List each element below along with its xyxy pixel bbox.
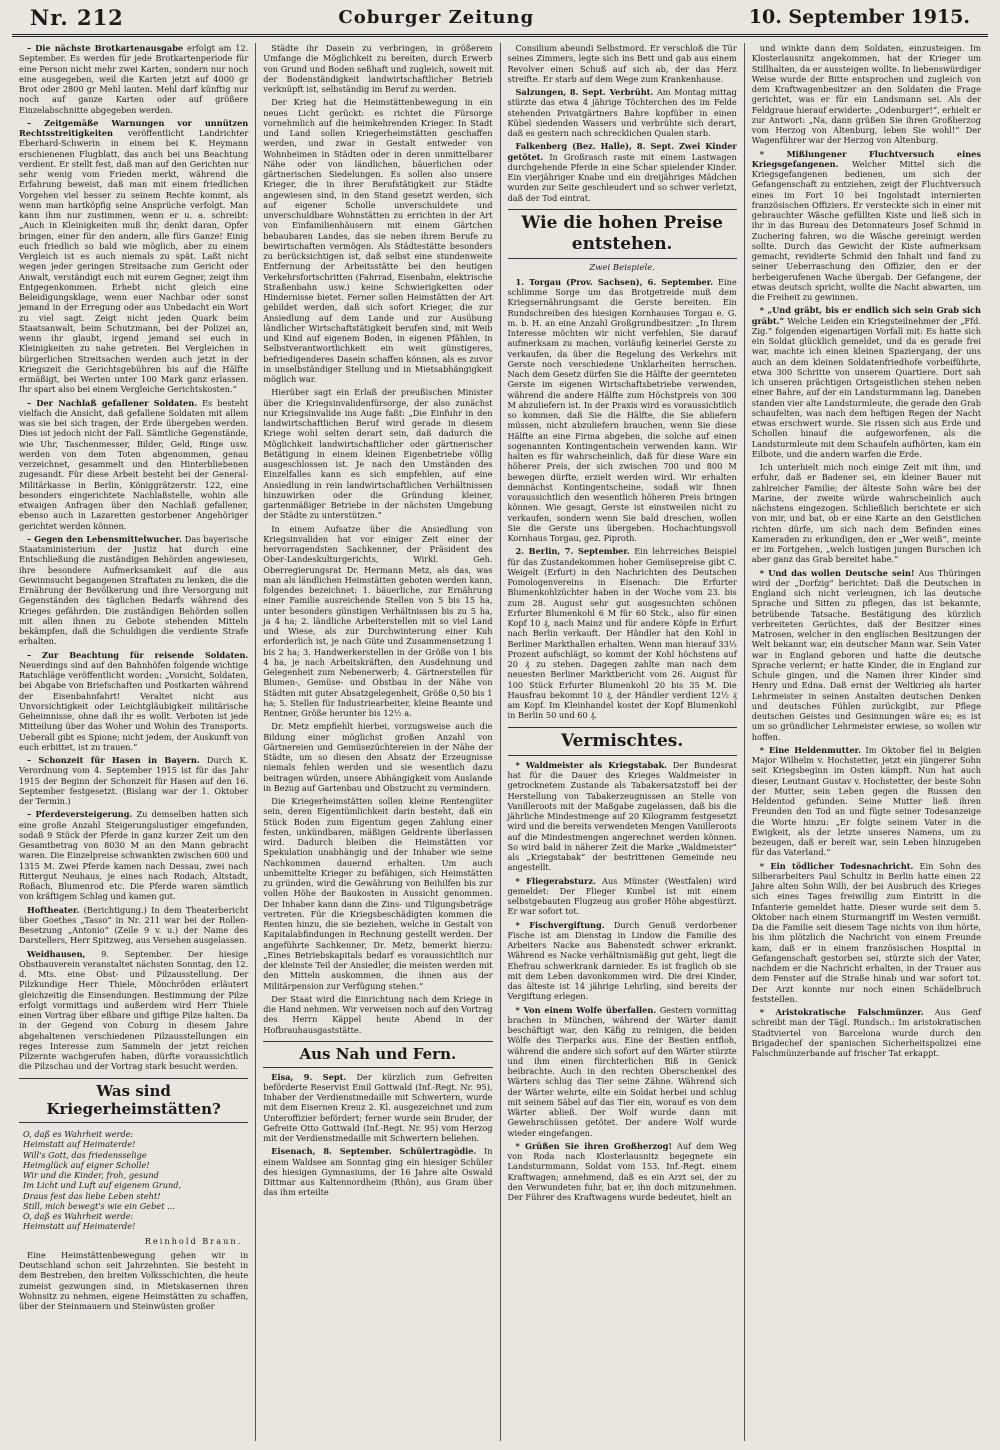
article-headline: * Waldmeister als Kriegstabak.: [515, 759, 667, 770]
section-heading-vermischtes: Vermischtes.: [508, 727, 737, 756]
article-headline: 1. Torgau (Prov. Sachsen), 6. September.: [515, 276, 714, 287]
article-paragraph: [19, 809, 248, 901]
article-headline: * Fischvergiftung.: [515, 919, 605, 930]
article-paragraph: [508, 876, 737, 917]
article-text: Ich unterhielt mich noch einige Zeit mit ihm, und erfuhr, daß er Badener sei, ein kleiner Bauer mit zahlreicher Familie; der älteste Sohn wäre bei der Marine, der zweite würde wahrscheinlich auch nächstens eingezogen. Schließlich berichtete er sich von mir, und bat, ob er eine Karte an den Geistlichen richten dürfe, um sich nach dem Befinden eines Kameraden zu erkundigen, den er „Wer weiß“, meinte er im Fortgehen, „welch lustigen jungen Burschen ich aber ganz das Grab bereitet habe.“: [751, 462, 981, 565]
vermischtes-items: [508, 760, 737, 1203]
poem-line: Heimstatt auf Heimaterde!: [23, 1221, 136, 1232]
article-headline: * Fliegerabsturz.: [515, 875, 596, 886]
article-paragraph: [752, 745, 981, 858]
article-text: Durch K. Verordnung vom 4. September 1915 ist für das Jahr 1915 der Beginn der Schonzeit für Hasen auf den 16. September festgesetzt. (Bislang war der 1. Oktober der Termin.): [19, 755, 249, 806]
poem-line: Heimglück auf eigner Scholle!: [23, 1159, 150, 1170]
article-headline: * Von einem Wolfe überfallen.: [515, 1004, 657, 1015]
masthead: [12, 0, 988, 37]
article-text: Zu demselben hatten sich eine große Anzahl Steigerungslustiger eingefunden, sodaß 9 Stück der Pferde in ganz kurzer Zeit um den Gesamtbetrag von 8030 M an den Mann gebracht waren. Die Einzelpreise schwankten zwischen 600 und 1315 M. Zwei Pferde kamen nach Dessau, zwei nach Rittergut Neuhaus, je eines nach Rodach, Altstadt, Roßach, Blumenrod etc. Die Pferde waren sämtlich von kräftigem Schlag und kamen gut.: [19, 809, 249, 902]
preise-items: [508, 277, 737, 721]
article-text: Am Montag mittag stürzte das etwa 4 jährige Töchterchen des im Felde stehenden Privatgärtners Bahre kopfüber in einen Kübel siedenden Wassers und verbrühte sich derart, daß es gestern nach schrecklichen Qualen starb.: [507, 87, 737, 138]
article-paragraph: [508, 277, 737, 544]
article-paragraph: [752, 149, 981, 303]
article-paragraph: [752, 305, 981, 459]
article-headline: – Zeitgemäße Warnungen vor unnützen Rechtsstreitigkeiten: [19, 117, 249, 138]
article-text: Der kürzlich zum Gefreiten beförderte Reservist Emil Gottwald (Inf.-Regt. Nr. 95), Inhaber der Verdienstmedaille mit Schwertern, wurde mit dem Eisernen Kreuz 2. Kl. ausgezeichnet und zum Unteroffizier befördert; ferner wurde sein Bruder, der Gefreite Otto Gottwald (Inf.-Regt. Nr. 95) vom Herzog mit der Verdienstmedaille mit Schwertern beliehen.: [263, 1071, 493, 1143]
article-paragraph: [752, 43, 981, 146]
article-text: 9. September. Der hiesige Obstbauverein veranstaltet nächsten Sonntag, den 12. d. Mts. eine Obst- und Pilzausstellung. Der Pilzkundige Herr Thiele, Mönchröden erläutert gleichzeitig die Einsendungen. Bestimmung der Pilze erfolgt vormittags und außerdem wird Herr Thiele einen Vortrag über eßbare und giftige Pilze halten. Da in der Gegend von Coburg in diesem Jahre abgehaltenen verschiedenen Pilzausstellungen ein reges Interesse zum Sammeln der jetzt reichen Pilzernte wachgerufen haben, dürfte voraussichtlich die Pilzschau und der Vortrag stark besucht werden.: [19, 948, 249, 1072]
article-headline: * „Und gräbt, bis er endlich sich sein Grab sich gräbt.“: [751, 305, 981, 326]
article-text: Die Kriegerheimstätten sollen kleine Rentengüter sein, deren Eigentümlichkeit darin besteht, daß ein Stück Boden zum Eigentum gegen Zahlung einer festen, unkündbaren, mäßigen Geldrente überlassen wird. Dadurch bleiben die Heimstätten vor Spekulation unabhängig und der Inhaber wie seine Nachkommen dauernd erhalten. Um auch unbemittelte Krieger zu befähigen, sich Heimstätten zu gründen, wird die Gewährung von Beihilfen bis zur vollen Höhe der Baukosten in Aussicht genommen. Der Inhaber kann dann die Zins- und Tilgungsbeträge vertreten. Für die Kriegsbeschädigten kommen die Renten hinzu, die sie beziehen, welche in Gestalt von Kapitalabfindungen in Rechnung gestellt werden. Der angeführte Sachkenner, Dr. Metz, bemerkt hierzu: „Eines Betriebskapitals bedarf es voraussichtlich nur der kleinste Teil der Ansiedler, die meisten werden mit den Mitteln auskommen, die ihnen aus der Militärpension zur Verfügung stehen.“: [263, 796, 493, 991]
regional-news: [508, 43, 737, 203]
article-text: Der Bundesrat hat für die Dauer des Krieges Waldmeister in getrocknetem Zustande als Tabakersatzstoff bei der Herstellung von Tabakerzeugnissen an Stelle von Vanilleroots mit der Maßgabe zugelassen, daß bis die jährliche Mindestmenge auf 20 Kilogramm festgesetzt wird und die bereits verwendeten Mengen Vanilleroots auf die Mindestmengen angerechnet werden können. So wird bald in näherer Zeit die Marke „Waldmeister“ als „Kriegstabak“ der bestrittenen Gemeinde neu angestellt.: [507, 759, 737, 873]
vermischtes-continued: [752, 43, 981, 1058]
article-headline: Weidhausen,: [27, 948, 86, 959]
article-text: Das bayerische Staatsministerium der Justiz hat durch eine Entschließung die zuständigen Behörden angewiesen, ihre besondere Aufmerksamkeit auf die aus Gewinnsucht begangenen Straftaten zu lenken, die die Ernährung der Bevölkerung und ihre Versorgung mit Gegenständen des täglichen Bedarfs während des Krieges gefährden. Die zuständigen Behörden sollen mit allen ihnen zu Gebote stehenden Mitteln bekämpfen, daß die Schuldigen die verdiente Strafe erhalten.: [19, 533, 249, 647]
article-headline: – Zur Beachtung für reisende Soldaten.: [27, 649, 249, 660]
article-paragraph: [263, 994, 492, 1035]
article-text: Auf dem Weg von Roda nach Klosterlausnitz begegnete ein Landsturmmann, Soldat vom 153. Inf.-Regt. einem Kraftwagen; annehmend, daß es ein Arzt sei, der zu den Verwundeten fuhr, bat er, ihn doch mitzunehmen. Der Führer des Kraftwagens wurde bedeutet, hielt an: [507, 1140, 737, 1203]
poem-line: Will's Gott, das friedensselige: [23, 1149, 147, 1160]
article-paragraph: [508, 1005, 737, 1138]
article-headline: * Grüßen Sie ihren Großherzog!: [515, 1140, 672, 1151]
poem: [19, 1127, 248, 1234]
article-text: Ein lehrreiches Beispiel für das Zustandekommen hoher Gemüsepreise gibt C. Weigelt (Erfurt) in den Nachrichten des Deutschen Pomologenvereins in Eisenach: Die Erfurter Blumenkohlzüchter haben in der Woche vom 23. bis zum 28. August sehr gut ausgesuchten schönen Erfurter Blumenkohl 6 M für 60 Stck., also für einen Kopf 10 ₰, nach Mainz und für andere Köpfe in Erfurt nach Berlin verkauft. Der Händler hat den Kohl in Berliner Markthallen erhalten. Wenn man hierauf 33⅓ Prozent aufschlägt, so kommt der Kohl höchstens auf 20 ₰ zu stehen. Dagegen zahlte man nach dem neuesten Berliner Marktbericht vom 26. August für 100 Stück Erfurter Blumenkohl 20 bis 35 M. Die Hausfrau bekommt 10 ₰, der Händler verdient 12½ ₰ am Kopf. Im Kleinhandel kostet der Kopf Blumenkohl in Berlin 50 und 60 ₰.: [507, 546, 737, 721]
heimstaetten-article: [263, 43, 492, 1035]
article-text: In einem Waldsee am Sonntag ging ein hiesiger Schüler des hiesigen Gymnasiums, der 16 Jahre alte Oswald Dittmar aus Kaltennordheim (Rhön), aus Gram über das ihm erteilte: [263, 1146, 493, 1198]
article-text: Welcher Mittel sich die Kriegsgefangenen bedienen, um sich der Gefangenschaft zu entziehen, zeigt der Fluchtversuch eines im Fort 10 bei Ingolstadt internierten französischen Offiziers. Er versteckte sich in einer mit gebrauchter Wäsche gefüllten Kiste und ließ sich in ihr in das Bureau des Detonnateurs Josef Schmid in Zuchering fahren, wo die Wäsche gereinigt werden sollte. Durch das Gewicht der Kiste aufmerksam gemacht, revidierte Schmid den Inhalt und fand zu seiner Ueberraschung den Offizier, den er der herbeigerufenen Wache übergab. Der Gefangene, der etwas deutsch spricht, wollte die Nacht abwarten, um die Freiheit zu gewinnen.: [751, 158, 981, 302]
article-paragraph: [752, 568, 981, 742]
article-headline: – Die nächste Brotkartenausgabe: [27, 43, 184, 53]
article-paragraph: [508, 920, 737, 1002]
article-paragraph: [19, 118, 248, 395]
article-paragraph: [19, 949, 248, 1072]
article-text: Städte ihr Dasein zu verbringen, in größerem Umfange die Möglichkeit zu bereiten, durch Erwerb von Grund und Boden seßhaft und zugleich, soweit mit der Bodenständigkeit landwirtschaftlicher Betrieb verknüpft ist, selbständig im Beruf zu werden.: [263, 43, 493, 94]
article-paragraph: [263, 721, 492, 793]
article-headline: * Ein tödlicher Todesnachricht.: [759, 860, 914, 871]
article-paragraph: [508, 87, 737, 138]
article-paragraph: [19, 755, 248, 806]
poem-author: Reinhold Braun.: [144, 1235, 243, 1246]
article-text: (Berichtigung.) In dem Theaterbericht über Goethes „Tasso“ in Nr. 211 war bei der Rollen-Besetzung „Antonio“ (Zeile 9 v. u.) der Name des Darstellers, Herr Spitzweg, aus Versehen ausgelassen.: [19, 904, 249, 946]
article-paragraph: [19, 905, 248, 946]
local-news: [19, 43, 248, 1072]
issue-number: Nr. 212: [30, 4, 124, 30]
poem-line: Still, mich bewegt's wie ein Gebet ...: [23, 1200, 175, 1211]
section-heading-heimstaetten: Was sind Kriegerheimstätten?: [19, 1078, 248, 1124]
article-headline: * Mißlungener Fluchtversuch eines Kriegsgefangenen.: [751, 148, 981, 169]
article-paragraph: [19, 650, 248, 753]
article-paragraph: [263, 524, 492, 719]
article-headline: – Gegen den Lebensmittelwucher.: [27, 533, 182, 544]
article-text: Eine schlimme Sorge um das Brotgetreide muß dem Kriegsernährungsamt die Gerste bereiten. Ein Rundschreiben des hiesigen Kornhauses Torgau e. G. m. b. H. an eine Anzahl Großgrundbesitzer: „In Ihrem Interesse möchten wir nicht verfehlen, Sie darauf aufmerksam zu machen, vorläufig keinerlei Gerste zu verkaufen, da über die Regelung des Verkehrs mit Gerste noch verschiedene Unklarheiten herrschen. Nach dem Gesetz dürfen Sie die Hälfte der geernteten Gerste im eigenen Wirtschaftsbetriebe verwenden, während die andere Hälfte zum Höchstpreis von 300 M abzuliefern ist. In der Praxis wird es voraussichtlich so kommen, daß Sie die Hälfte, die Sie abliefern müssen, nicht abzuliefern brauchen, wenn Sie diese Hälfte an eine Firma abgeben, die solche auf einen sogenannten Kontingentschein verwenden kann. Wir halten es für wahrscheinlich, daß für diese Ware ein höherer Preis, der sich zwischen 700 und 800 M bewegen dürfte, erzielt werden wird. Wir erhalten demnächst Kontingentscheine, sodaß wir Ihnen voraussichtlich den wesentlich höheren Preis bringen können. Wie gesagt, Gerste ist einstweilen nicht zu verkaufen, sondern wenn Sie bald dreschen, wollen Sie die Gerste uns übergeben. Hochachtungsvoll Kornhaus Torgau, gez. Piproth.: [507, 276, 737, 544]
article-text: In Großrasch raste mit einem Lastwagen durchgehende Pferde in eine Schar spielender Kinder. Ein vierjähriger Knabe und ein dreijähriges Mädchen wurden zur Seite geschleudert und so schwer verletzt, daß der Tod eintrat.: [507, 151, 737, 203]
poem-line: Heimstatt auf Heimaterde!: [23, 1139, 136, 1150]
article-paragraph: [508, 1141, 737, 1203]
article-paragraph: [19, 43, 248, 115]
poem-line: Draus fest das liebe Leben steht!: [23, 1190, 161, 1201]
poem-line: Im Licht und Luft auf eigenem Grund,: [23, 1180, 182, 1191]
article-headline: * Und das wollen Deutsche sein!: [759, 567, 915, 578]
article-text: Dr. Metz empfiehlt hierbei, vorzugsweise auch die Bildung einer möglichst großen Anzahl von Gärtnereien und Gemüsezüchtereien in der Nähe der Städte, um so diesen den Absatz der Erzeugnisse niemals fehlen werden und sie wesentlich dazu beitragen würden, unsere Abhängigkeit vom Auslande in Bezug auf Gartenbau und Obstzucht zu vermindern.: [263, 721, 493, 793]
article-text: Aus Münster (Westfalen) wird gemeldet: Der Flieger Kunbel ist mit einem selbstgebauten Flugzeug aus großer Höhe abgestürzt. Er war sofort tot.: [507, 875, 737, 917]
article-text: Consilium abeundi Selbstmord. Er verschloß die Tür seines Zimmers, legte sich ins Bett und gab aus einem Revolver einen Schuß auf sich ab, der das Herz streifte. Er starb auf dem Wege zum Krankenhause.: [507, 43, 737, 84]
poem-line: O, daß es Wahrheit werde:: [23, 1211, 134, 1221]
article-text: Der Krieg hat die Heimstättenbewegung in ein neues Licht gerückt: es richtet die Fürsorge vornehmlich auf die heimkehrenden Krieger. In Stadt und Land sollen Kriegerheimstätten geschaffen werden, und zwar in Gestalt entweder von Wohnheimen in Städten oder in deren unmittelbarer Nähe oder von ländlichen, bäuerlichen oder gärtnerischen Siedelungen. Es sollen also unsere Krieger, die in ihrer Berufstätigkeit zur Städte angewiesen sind, in den Stand gesetzt werden, sich auf eigener Scholle unverschuldete und unverschuldbare Wohnstätten zu errichten in der Art von Einfamilienhäusern mit einem Gärtchen bebaubaren Landes, das sie neben ihrem Berufe zu bewirtschaften vermögen. Als Städtestätte besonders zu berücksichtigen ist, daß selbst eine stundenweite Entfernung der Arbeitsstätte bei den heutigen Verkehrsfortschritten (Fahrrad, Eisenbahn, elektrische Straßenbahn usw.) keine Schwierigkeiten oder Hindernisse bietet. Ferner sollen Heimstätten der Art gebildet werden, daß sich sofort Krieger, die zur Ansiedlung auf dem Lande und zur Ausübung ländlicher Wirtschaftstätigkeit berufen sind, mit Weib und Kind auf eigenem Boden, in eigenen Pfählen, in Selbstverantwortlichkeit ein weit günstigeres, befriedigenderes Dasein schaffen können, als es zuvor in unselbständiger Stellung und in Mietsabhängigkeit möglich war.: [263, 97, 493, 384]
article-text: Welche Leiden ein Kriegsteilnehmer der „Ffd. Zig.“ folgenden eigenartigen Vorfall mit: Es hatte sich ein Soldat glücklich gemeldet, und da es gerade frei war, machte ich einen kleinen Spaziergang, der uns auch an dem kleinen Soldatenfriedhofe vorbeiführte, etwa 300 Schritte von unserem Quartiere. Dort sah ich unseren prächtigen Ortsgeistlichen stehen neben einer Bahre, auf der ein Landsturmmann lag. Daneben standen vier alte Landsturmleute, die gerade den Grab schaufelten, was nach dem heftigen Regen der Nacht etwas erschwert wurde. Sie rissen sich aus Erde und Schollen hinauf die aufgeworfenen, als die Landsturmleute mit dem Schaufeln aufhörten, kam ein Eilbote, und die andern warfen die Erde.: [751, 315, 981, 459]
article-paragraph: [19, 398, 248, 531]
newspaper-title: Coburger Zeitung: [338, 6, 535, 28]
section-heading-nah-fern: Aus Nah und Fern.: [263, 1041, 492, 1068]
article-paragraph: [508, 141, 737, 203]
article-headline: Salzungen, 8. Sept. Verbrüht.: [515, 87, 654, 97]
column-4: [745, 43, 988, 1441]
article-paragraph: Eine Heimstättenbewegung gehen wir in Deutschland schon seit Jahrzehnten. Sie besteht in dem Bestreben, den breiten Volksschichten, die heute zumeist gezwungen sind, in Mietskasernen ihren Wohnsitz zu nehmen, eigene Heimstätten zu schaffen, über der Steinmauern und Steinwüsten großer: [19, 1249, 249, 1311]
article-paragraph: [263, 796, 492, 991]
article-paragraph: [263, 387, 492, 520]
article-headline: 2. Berlin, 7. September.: [515, 546, 630, 557]
issue-date: 10. September 1915.: [748, 6, 970, 28]
article-paragraph: [752, 462, 981, 565]
article-text: Ein Sohn des Silberarbeiters Paul Schultz in Berlin hatte einen 22 Jahre alten Sohn Willi, der bei Ausbruch des Krieges sich eines Tages freiwillig zum Eintritt in die Infanterie gemeldet hatte. Dieser wurde seit dem 5. Oktober nach einem Sturmangriff im Westen vermißt. Da die Familie seit diesem Tage nichts von ihm hörte, bis ihm plötzlich die Nachricht von einem Freunde kam, daß er in einem französischen Hospital in Gefangenschaft gestorben sei, stürzte sich der Vater, nachdem er die Nachricht erhalten, in der Trauer aus dem Fenster auf die Straße hinab und war sofort tot. Der Arzt konnte nur noch einen Schädelbruch feststellen.: [751, 860, 981, 1004]
article-text: Durch Genuß verdorbener Fische ist am Dienstag in Lindow die Familie des Arbeiters Nacke aus Babenstedt schwer erkrankt. Während es Nacke verhältnismäßig gut geht, liegt die Ehefrau schwerkrank darnieder. Es ist fraglich ob sie mit dem Leben davonkommen wird. Die drei Kinder, das älteste ist 14 jährige Lehrling, sind bereits der Vergiftung erlegen.: [507, 919, 737, 1002]
article-text: Neuerdings sind auf den Bahnhöfen folgende wichtige Ratschläge veröffentlicht worden: „Vorsicht, Soldaten, bei Abgabe von Briefschaften und Postkarten während der Eisenbahnfahrt! Veraltet nicht aus Unvorsichtigkeit oder Leichtgläubigkeit militärische Geheimnisse, ohne daß ihr es wollt. Verboten ist jede Mitteilung über das Woher und Wohin des Transports. Ueberall gibt es Spione; nicht jedem, der Auskunft von euch erbittet, ist zu trauen.“: [19, 659, 249, 752]
article-text: Es besteht vielfach die Ansicht, daß gefallene Soldaten mit allem was sie bei sich tragen, der Erde übergeben werden. Dies ist jedoch nicht der Fall. Sämtliche Gegenstände, wie Uhr, Taschenmesser, Bilder, Geld, Ringe usw. werden von dem Toten abgenommen, genau verzeichnet, gesammelt und den Hinterbliebenen zugesandt. Für diese Arbeit besteht bei der General-Militärkasse in Berlin, Königgrätzerstr. 122, eine besonders eingerichtete Nachlaßstelle, wohin alle etwaigen Anfragen über den Nachlaß gefallener, ebenso auch in Lazaretten gestorbener Angehöriger gerichtet werden können.: [19, 397, 249, 531]
article-paragraph: [752, 1007, 981, 1058]
article-text: Der Staat wird die Einrichtung nach dem Kriege in die Hand nehmen. Wir verweisen noch auf den Vortrag des Herrn Käppel heute Abend in der Hofbrauhausgaststätte.: [263, 993, 493, 1035]
section-heading-preise: Wie die hohen Preise entstehen.: [508, 209, 737, 260]
article-text: und winkte dann dem Soldaten, einzusteigen. Im Klosterlausnitz angekommen, hat der Krieger um Stillhalten, da er aussteigen wollte. In liebenswürdiger Weise wurde der Bitte entsprochen und zugleich von dem Kraftwagenbesitzer an den Soldaten die Frage gerichtet, was er für ein Landsmann sei. Als der Feldgraue hierauf erwiderte: „Odenburger!“, erhielt er zur Antwort: „Na, dann grüßen Sie ihren Großherzog vom Herzog von Altenburg, leben Sie wohl!“ Der Wagenführer war der Herzog von Altenburg.: [751, 43, 981, 146]
article-paragraph: [508, 760, 737, 873]
column-2: [256, 43, 500, 1441]
article-headline: Hoftheater.: [27, 904, 80, 915]
article-headline: Falkenberg (Bez. Halle), 8. Sept. Zwei Kinder getötet.: [507, 141, 737, 162]
article-paragraph: [508, 43, 737, 84]
article-text: Gestern vormittag brachen in München, während der Wärter damit beschäftigt war, den Käfig zu reinigen, die beiden Wölfe des Tierparks aus. Eine der Bestien entfloh, während die andere sich sofort auf den Wärter stürzte und ihm einen fürchterlichen Biß in Genick beibrachte. Auch in den rechten Oberschenkel des Wärters schlug das Tier seine Zähne. Während sich der Wärter wehrte, eilte ein Soldat herbei und schlug mit seinem Säbel auf das Tier ein, worauf es von dem Wärter abließ. Der Wolf wurde dann mit Gewehrschüssen getötet. Der andere Wolf wurde wieder eingefangen.: [507, 1004, 737, 1138]
article-paragraph: [752, 861, 981, 1005]
article-paragraph: [19, 534, 248, 647]
article-paragraph: [263, 43, 492, 94]
column-1: [12, 43, 256, 1441]
article-headline: * Eine Heldenmutter.: [759, 744, 861, 755]
article-headline: Eisenach, 8. September. Schülertragödie.: [271, 1146, 477, 1157]
article-text: erfolgt am 12. September. Es werden für jede Brotkartenperiode für eine Person nicht mehr zwei Karten, sondern nur noch eine ausgegeben, weil die Karten jetzt auf 4000 gr Brot oder 2800 gr Mehl lauten. Mehl darf künftig nur noch auf ganze Karten oder auf größere Einzelabschnitte abgegeben werden.: [19, 43, 249, 115]
article-headline: – Der Nachlaß gefallener Soldaten.: [27, 397, 198, 408]
article-paragraph: [263, 1072, 492, 1144]
article-text: veröffentlicht Landrichter Eberhard-Schwerin in einem bei K. Heymann erschienenen Flugblatt, das auch bei uns Beachtung verdient. Er stellt fest, daß man auf den Gerichten nur sehr wenig vom Frieden merkt, während die Erfahrung beweist, daß man mit einem friedlichen Vorgehen viel besser zu seinem Rechte kommt, als wenn man hartköpfig seine Ansprüche verfolgt. Man kann ihm nur zustimmen, wenn er u. a. schreibt: „Auch in Kleinigkeiten muß ihr, denkt daran, Opfer bringen, einer für den andern, alle fürs Ganze! Einig euch friedlich so bald wie möglich, aber zu einem Vergleich ist es auch niemals zu spät. Laßt nicht wegen jeder geringen Streitsache zum Gericht oder Anwalt, verständigt euch mit eurem Gegner, zeigt ihm Entgegenkommen. Erhebt nicht gleich eine Beleidigungsklage, wenn euer Nachbar oder sonst jemand in der Erregung oder aus Unbedacht ein Wort zu viel sagt. Zeigt nicht jeden Quark beim Staatsanwalt, beim Schutzmann, bei der Polizei an, wenn ihr glaubt, irgend jemand sei euch in Kleinigkeiten zu nahe getreten. Bei Vergleichen in bürgerlichen Streitsachen werden auch jetzt in der Kriegszeit die Gerichtsgebühren bis auf die Hälfte ermäßigt, bei Werten unter 100 Mark ganz erlassen. Ihr spart also bei einem Vergleiche Gerichtskosten.“: [19, 128, 249, 395]
article-text: Hierüber sagt ein Erlaß der preußischen Minister über die Kriegsinvalidenfürsorge, der also zunächst nur Kriegsinvalide ins Auge faßt: „Die Einfuhr in den landwirtschaftlichen Beruf wird gerade in diesem Kriege wohl selten derart sein, daß dadurch die Möglichkeit landwirtschaftlicher oder gärtnerischer Betätigung in einem kleinen Eigenbetriebe völlig ausgeschlossen ist. Je nach den Umständen des Einzelfalles kann es sich empfehlen, auf eine Ansiedlung in rein landwirtschaftlichen Verhältnissen hinzuwirken oder die Gründung kleiner, gartenmäßiger Betriebe in der nächsten Umgebung der Städte zu unterstützen.“: [263, 387, 493, 521]
article-headline: – Schonzeit für Hasen in Bayern.: [27, 755, 200, 765]
section-subheading: Zwei Beispiele.: [589, 263, 655, 274]
article-paragraph: [508, 546, 737, 720]
poem-line: O, daß es Wahrheit werde:: [23, 1129, 134, 1139]
article-paragraph: [263, 97, 492, 384]
article-paragraph: [263, 1146, 492, 1197]
column-3: [501, 43, 745, 1441]
article-headline: Eisa, 9. Sept.: [271, 1071, 347, 1082]
article-columns: [12, 43, 988, 1441]
nah-fern-items: [263, 1072, 492, 1198]
poem-line: Wir und die Kinder, froh, gesund: [23, 1170, 159, 1180]
article-headline: * Aristokratische Falschmünzer.: [759, 1007, 924, 1017]
article-text: Aus Genf schreibt man der Tägl. Rundsch.: Im aristokratischen Stadtviertel von Barcelona wurde durch den Brigadechef der spanischen Sicherheitspolizei eine Falschmünzerbande auf frischer Tat erkappt.: [751, 1007, 982, 1058]
article-text: Aus Thüringen wird der „Dorfzig“ berichtet: Daß die Deutschen in England sich nicht verleugnen, ich las deutsche Sprache und Sitten zu pflegen, das ist bekannte, betrübende Tatsache. Bestätigung des kürzlich verbreiteten Gerüchtes, daß der Besitzer eines Matrosen, welcher in den englischen Besitzungen der Welt bekannt war, ein deutscher Mann war. Sein Vater war in England geboren und hatte die deutsche Sprache verlernt; er hatte Kinder, die in England zur Schule gingen, und die Namen ihrer Kinder sind Henry und Edna. Daß ernst der Weltkrieg als harter Lehrmeister in seinen Anstalten deutschen Denken und deutsches Fühlen zurückgibt, zur Pflege deutschen Geistes und Gesinnungen wäre es; es ist um so gründlicher Lehrmeister erwiese, so wollen wir hoffen.: [751, 567, 981, 742]
article-headline: – Pferdeversteigerung.: [27, 809, 133, 820]
article-text: Im Oktober fiel in Belgien Major Wilhelm v. Hochstetter, jetzt ein jüngerer Sohn seit Kriegsbeginn im Osten kämpft. Nun hat auch dieser, Leutnant Gustav v. Hochstetter, der beste Sohn der Mutter, sein Leben gegen die Russen den Heldentod gefunden. Seine Mutter ließ ihren Freunden den Tod an und fügte seiner Todesanzeige die Worte hinzu: „Er folgte seinem Vater in die Ewigkeit, als der letzte unseres Namens, um zu bezeugen, daß er bereit war, sein Leben hinzugeben für das Vaterland.“: [751, 744, 981, 858]
article-text: In einem Aufsatze über die Ansiedlung von Kriegsinvaliden hat vor einiger Zeit einer der hervorragendsten Sachkenner, der Präsident des Ober-Landeskulturgerichts, Wirkl. Geh. Oberregierungsrat Dr. Hermann Metz, als das, was man als ländlichen Heimstätten geboten werden kann, folgendes bezeichnet: 1. bäuerliche, zur Ernährung einer Familie ausreichende Stellen von 5 bis 15 ha, unter besonders günstigen Verhältnissen bis zu 5 ha, ja 4 ha; 2. ländliche Arbeiterstellen mit so viel Land und Wiese, als zur Durchwinterung einer Kuh erforderlich ist, je nach Güte und Zusammensetzung 1 bis 2 ha; 3. Handwerkerstellen in der Größe von 1 bis 4 ha, je nach Arbeitskräften, den Ausdehnung und Gelegenheit zum Nebenerwerb; 4. Gärtnerstellen für Blumen-, Gemüse- und Obstbau in der Nähe von Städten mit guter Absatzgelegenheit, Größe 0,50 bis 1 ha; 5. Stellen für Industriearbeiter, kleine Beamte und Rentner, Größe herunter bis 12½ a.: [263, 523, 493, 718]
